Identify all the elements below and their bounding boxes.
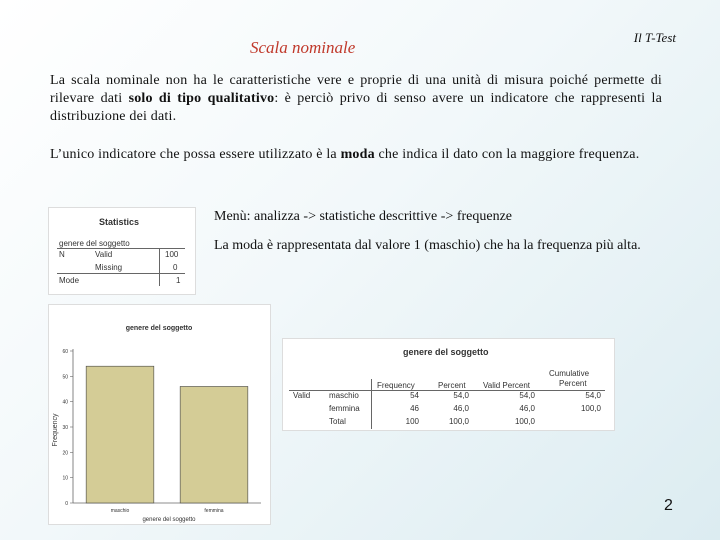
stats-missing-value: 0 bbox=[173, 263, 178, 272]
chart-x-axis-label: genere del soggetto bbox=[142, 517, 196, 523]
y-tick-label: 0 bbox=[65, 501, 68, 507]
y-tick-label: 30 bbox=[62, 425, 68, 431]
header-topic: Il T-Test bbox=[633, 30, 676, 45]
bar-chart bbox=[48, 304, 271, 525]
header-cumulative-percent: Percent bbox=[559, 379, 587, 388]
bar-chart-svg bbox=[49, 305, 270, 524]
stats-mode-label: Mode bbox=[59, 276, 80, 285]
paragraph-text: La scala nominale non ha le caratteristiche vere e proprie di una unità di misura poiché permette di rilevare dati bbox=[50, 73, 662, 106]
freq-cell-percent: 46,0 bbox=[453, 404, 469, 413]
freq-cell-frequency: 100 bbox=[405, 417, 419, 426]
freq-cell-valid-percent: 54,0 bbox=[519, 391, 535, 400]
divider bbox=[57, 248, 185, 249]
paragraph-text: che indica il dato con la maggiore frequenza. bbox=[374, 147, 640, 162]
stats-n-label: N bbox=[59, 250, 65, 259]
y-tick-label: 10 bbox=[62, 475, 68, 482]
freq-cell-valid-percent: 100,0 bbox=[514, 417, 535, 426]
menu-path-note: Menù: analizza -> statistiche descrittive -> frequenze bbox=[214, 209, 512, 224]
paragraph-mode bbox=[50, 146, 662, 164]
paragraph-scale bbox=[50, 72, 662, 126]
bar-maschio bbox=[86, 366, 154, 503]
row-group-valid: Valid bbox=[293, 391, 311, 400]
paragraph-text: : è perciò privo di senso avere un indicatore che rappresenti la distribuzione dei dati. bbox=[50, 91, 662, 124]
header-cumulative: Cumulative bbox=[549, 369, 590, 378]
x-tick-label: maschio bbox=[110, 508, 130, 514]
mode-note: La moda è rappresentata dal valore 1 (maschio) che ha la frequenza più alta. bbox=[214, 238, 641, 253]
freq-cell-label: Total bbox=[329, 417, 346, 426]
bold-text: solo di tipo qualitativo bbox=[128, 91, 275, 106]
slide-title: Scala nominale bbox=[250, 38, 356, 57]
y-tick-label: 50 bbox=[62, 374, 68, 381]
bold-text: moda bbox=[340, 147, 375, 162]
freq-cell-cumulative: 100,0 bbox=[580, 404, 601, 413]
statistics-variable: genere del soggetto bbox=[59, 239, 130, 248]
freq-cell-cumulative: 54,0 bbox=[585, 391, 601, 400]
header-valid-percent: Valid Percent bbox=[483, 381, 530, 390]
chart-y-axis-label: Frequency bbox=[52, 413, 59, 447]
y-tick-label: 40 bbox=[62, 399, 68, 406]
freq-cell-valid-percent: 46,0 bbox=[519, 404, 535, 413]
freq-cell-frequency: 54 bbox=[410, 391, 419, 400]
x-tick-label: femmina bbox=[204, 508, 224, 514]
divider bbox=[159, 248, 160, 286]
freq-cell-percent: 54,0 bbox=[453, 391, 469, 400]
freq-cell-label: femmina bbox=[329, 404, 360, 413]
freq-cell-frequency: 46 bbox=[410, 404, 419, 413]
y-tick-label: 20 bbox=[62, 450, 68, 457]
stats-valid-value: 100 bbox=[165, 250, 179, 259]
divider bbox=[57, 273, 185, 274]
freq-cell-label: maschio bbox=[329, 391, 359, 400]
page-number: 2 bbox=[664, 497, 673, 514]
statistics-title: Statistics bbox=[99, 217, 140, 227]
header-frequency: Frequency bbox=[377, 381, 415, 390]
stats-mode-value: 1 bbox=[176, 276, 181, 285]
stats-valid-label: Valid bbox=[95, 250, 113, 259]
frequency-table-title: genere del soggetto bbox=[403, 347, 489, 357]
chart-title: genere del soggetto bbox=[125, 325, 193, 332]
stats-missing-label: Missing bbox=[95, 263, 123, 272]
bar-femmina bbox=[180, 386, 248, 503]
y-tick-label: 60 bbox=[62, 349, 68, 355]
divider bbox=[371, 379, 372, 429]
freq-cell-percent: 100,0 bbox=[448, 417, 469, 426]
paragraph-text: L’unico indicatore che possa essere utilizzato è la bbox=[50, 147, 341, 162]
header-percent: Percent bbox=[438, 381, 466, 390]
frequency-table bbox=[282, 338, 615, 431]
statistics-table bbox=[48, 207, 196, 295]
